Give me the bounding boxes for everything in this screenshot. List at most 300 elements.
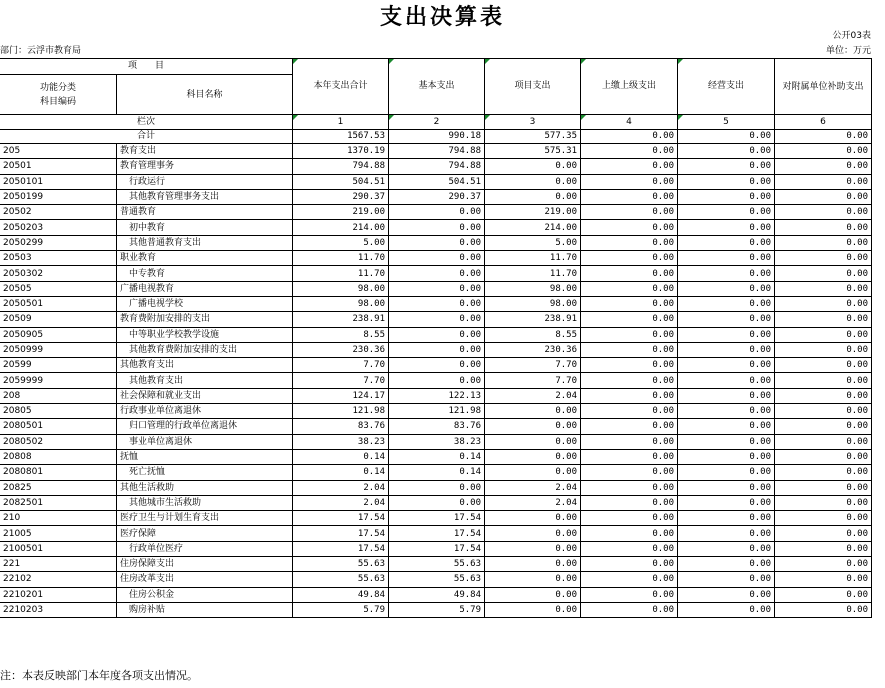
table-row (0, 296, 872, 311)
row-value: 0.00 (678, 327, 775, 342)
row-value: 0.00 (485, 572, 581, 587)
row-value: 0.00 (775, 388, 872, 403)
row-value: 0.00 (678, 159, 775, 174)
row-name: 抚恤 (117, 449, 293, 464)
row-value: 0.00 (485, 404, 581, 419)
row-value: 0.00 (678, 434, 775, 449)
row-value: 0.00 (775, 281, 872, 296)
header-basic: 基本支出 (389, 59, 485, 115)
row-value: 0.00 (775, 541, 872, 556)
row-value: 2.04 (485, 495, 581, 510)
row-value: 0.00 (775, 159, 872, 174)
row-value: 0.00 (389, 373, 485, 388)
row-code: 20509 (0, 312, 117, 327)
row-value: 11.70 (293, 251, 389, 266)
row-code: 2080502 (0, 434, 117, 449)
row-value: 0.00 (485, 602, 581, 617)
row-value: 0.00 (581, 388, 678, 403)
row-value: 0.14 (389, 449, 485, 464)
index-5: 5 (678, 115, 775, 130)
table-row (0, 526, 872, 541)
row-value: 230.36 (293, 342, 389, 357)
row-value: 0.00 (389, 296, 485, 311)
row-value: 0.00 (678, 205, 775, 220)
row-value: 238.91 (485, 312, 581, 327)
table-row (0, 358, 872, 373)
row-code: 221 (0, 557, 117, 572)
total-value: 0.00 (775, 130, 872, 144)
row-value: 0.00 (775, 296, 872, 311)
table-row (0, 434, 872, 449)
table-row (0, 572, 872, 587)
row-code: 2050299 (0, 235, 117, 250)
row-value: 0.00 (581, 251, 678, 266)
index-4: 4 (581, 115, 678, 130)
row-code: 20505 (0, 281, 117, 296)
row-code: 2100501 (0, 541, 117, 556)
row-value: 0.00 (775, 557, 872, 572)
table-row (0, 251, 872, 266)
row-value: 0.00 (581, 434, 678, 449)
row-value: 17.54 (389, 526, 485, 541)
row-code: 210 (0, 511, 117, 526)
row-code: 2080801 (0, 465, 117, 480)
total-label: 合计 (0, 130, 293, 144)
row-value: 0.00 (389, 495, 485, 510)
table-row (0, 404, 872, 419)
row-value: 0.00 (678, 373, 775, 388)
row-value: 0.00 (775, 342, 872, 357)
row-name: 住房改革支出 (117, 572, 293, 587)
row-name: 行政运行 (117, 174, 293, 189)
row-value: 0.00 (581, 511, 678, 526)
row-code: 208 (0, 388, 117, 403)
row-value: 0.00 (678, 587, 775, 602)
table-row (0, 480, 872, 495)
row-value: 0.00 (581, 312, 678, 327)
row-value: 0.00 (581, 495, 678, 510)
department-label: 部门：云浮市教育局 (0, 46, 82, 56)
table-row (0, 587, 872, 602)
table-row (0, 419, 872, 434)
row-value: 0.00 (581, 327, 678, 342)
row-value: 0.00 (678, 511, 775, 526)
row-value: 0.00 (775, 174, 872, 189)
header-project: 项目支出 (485, 59, 581, 115)
expenditure-table (0, 58, 872, 618)
row-value: 0.00 (775, 251, 872, 266)
row-value: 0.00 (678, 480, 775, 495)
table-row (0, 342, 872, 357)
row-value: 83.76 (389, 419, 485, 434)
row-name: 住房公积金 (117, 587, 293, 602)
row-value: 0.14 (293, 465, 389, 480)
row-value: 17.54 (389, 511, 485, 526)
row-value: 0.00 (389, 251, 485, 266)
row-value: 0.00 (485, 449, 581, 464)
row-value: 7.70 (485, 358, 581, 373)
row-value: 121.98 (389, 404, 485, 419)
row-value: 0.00 (485, 587, 581, 602)
table-row (0, 557, 872, 572)
row-value: 98.00 (485, 296, 581, 311)
row-value: 0.00 (678, 220, 775, 235)
row-value: 0.00 (678, 572, 775, 587)
row-code: 2080501 (0, 419, 117, 434)
row-name: 广播电视学校 (117, 296, 293, 311)
row-code: 2050302 (0, 266, 117, 281)
header-func-code (0, 75, 117, 115)
row-name: 其他教育支出 (117, 373, 293, 388)
row-value: 290.37 (389, 189, 485, 204)
table-row (0, 189, 872, 204)
header-func-code-text: 功能分类 科目编码 (39, 82, 76, 107)
row-value: 2.04 (293, 495, 389, 510)
row-value: 0.00 (678, 358, 775, 373)
row-value: 38.23 (389, 434, 485, 449)
row-value: 0.00 (389, 358, 485, 373)
row-value: 238.91 (293, 312, 389, 327)
row-value: 0.00 (678, 495, 775, 510)
row-value: 17.54 (293, 526, 389, 541)
index-label: 栏次 (0, 115, 293, 130)
row-name: 其他城市生活救助 (117, 495, 293, 510)
row-value: 0.00 (678, 281, 775, 296)
header-total: 本年支出合计 (293, 59, 389, 115)
row-value: 0.00 (581, 342, 678, 357)
row-value: 55.63 (389, 557, 485, 572)
row-value: 0.00 (485, 189, 581, 204)
row-code: 20501 (0, 159, 117, 174)
row-value: 575.31 (485, 144, 581, 159)
row-value: 0.00 (775, 205, 872, 220)
row-value: 214.00 (293, 220, 389, 235)
row-value: 0.00 (775, 266, 872, 281)
table-row (0, 465, 872, 480)
row-value: 2.04 (293, 480, 389, 495)
index-2: 2 (389, 115, 485, 130)
row-value: 0.00 (678, 526, 775, 541)
row-name: 教育支出 (117, 144, 293, 159)
row-value: 0.00 (581, 557, 678, 572)
row-value: 17.54 (293, 511, 389, 526)
row-value: 122.13 (389, 388, 485, 403)
row-name: 归口管理的行政单位离退休 (117, 419, 293, 434)
row-value: 0.00 (775, 235, 872, 250)
row-value: 0.00 (775, 220, 872, 235)
row-value: 98.00 (293, 296, 389, 311)
unit-label: 单位：万元 (825, 46, 871, 56)
row-value: 0.00 (775, 373, 872, 388)
row-value: 0.00 (775, 511, 872, 526)
total-value: 577.35 (485, 130, 581, 144)
row-value: 0.00 (389, 312, 485, 327)
row-name: 初中教育 (117, 220, 293, 235)
row-value: 83.76 (293, 419, 389, 434)
row-code: 2050999 (0, 342, 117, 357)
row-value: 0.00 (678, 419, 775, 434)
row-value: 49.84 (293, 587, 389, 602)
row-name: 中专教育 (117, 266, 293, 281)
row-value: 0.00 (678, 404, 775, 419)
row-value: 0.00 (775, 602, 872, 617)
table-row (0, 205, 872, 220)
row-value: 0.00 (678, 235, 775, 250)
row-name: 职业教育 (117, 251, 293, 266)
row-value: 0.00 (389, 342, 485, 357)
row-name: 医疗保障 (117, 526, 293, 541)
row-value: 0.00 (581, 144, 678, 159)
row-value: 0.00 (581, 449, 678, 464)
row-value: 0.00 (678, 189, 775, 204)
row-value: 11.70 (293, 266, 389, 281)
row-value: 5.00 (485, 235, 581, 250)
table-row (0, 266, 872, 281)
row-value: 0.00 (775, 144, 872, 159)
row-value: 0.00 (775, 495, 872, 510)
row-name: 购房补贴 (117, 602, 293, 617)
row-name: 教育管理事务 (117, 159, 293, 174)
row-value: 55.63 (389, 572, 485, 587)
row-name: 普通教育 (117, 205, 293, 220)
row-code: 22102 (0, 572, 117, 587)
index-6: 6 (775, 115, 872, 130)
row-value: 0.00 (581, 296, 678, 311)
row-value: 230.36 (485, 342, 581, 357)
header-business: 经营支出 (678, 59, 775, 115)
row-value: 794.88 (293, 159, 389, 174)
row-name: 中等职业学校教学设施 (117, 327, 293, 342)
row-value: 0.00 (775, 419, 872, 434)
index-3: 3 (485, 115, 581, 130)
row-value: 0.00 (485, 419, 581, 434)
row-value: 0.00 (389, 266, 485, 281)
row-name: 事业单位离退休 (117, 434, 293, 449)
row-value: 794.88 (389, 159, 485, 174)
total-value: 990.18 (389, 130, 485, 144)
table-row (0, 373, 872, 388)
row-value: 0.00 (485, 557, 581, 572)
row-code: 21005 (0, 526, 117, 541)
row-value: 7.70 (293, 373, 389, 388)
row-value: 0.00 (581, 281, 678, 296)
row-code: 2050501 (0, 296, 117, 311)
row-value: 124.17 (293, 388, 389, 403)
row-value: 0.00 (485, 174, 581, 189)
row-value: 0.00 (581, 159, 678, 174)
row-value: 5.79 (293, 602, 389, 617)
row-code: 20808 (0, 449, 117, 464)
row-value: 0.14 (389, 465, 485, 480)
form-code: 公开03表 (832, 31, 871, 41)
row-code: 2059999 (0, 373, 117, 388)
row-value: 219.00 (485, 205, 581, 220)
row-name: 医疗卫生与计划生育支出 (117, 511, 293, 526)
row-value: 5.00 (293, 235, 389, 250)
row-value: 11.70 (485, 266, 581, 281)
row-name: 其他生活救助 (117, 480, 293, 495)
row-value: 17.54 (389, 541, 485, 556)
row-value: 0.00 (581, 205, 678, 220)
row-value: 0.00 (678, 541, 775, 556)
table-row (0, 174, 872, 189)
row-code: 20503 (0, 251, 117, 266)
row-value: 0.00 (775, 572, 872, 587)
row-value: 98.00 (485, 281, 581, 296)
row-value: 0.00 (581, 266, 678, 281)
row-value: 0.00 (581, 572, 678, 587)
row-name: 社会保障和就业支出 (117, 388, 293, 403)
row-value: 0.00 (389, 220, 485, 235)
row-code: 2082501 (0, 495, 117, 510)
row-value: 0.00 (775, 434, 872, 449)
row-value: 0.00 (581, 373, 678, 388)
row-code: 2050199 (0, 189, 117, 204)
row-value: 2.04 (485, 480, 581, 495)
row-value: 0.00 (678, 144, 775, 159)
row-value: 49.84 (389, 587, 485, 602)
table-row (0, 144, 872, 159)
row-value: 0.00 (581, 465, 678, 480)
index-1: 1 (293, 115, 389, 130)
row-code: 20599 (0, 358, 117, 373)
row-value: 0.00 (485, 511, 581, 526)
row-value: 0.00 (581, 587, 678, 602)
row-value: 0.00 (775, 449, 872, 464)
row-value: 0.00 (775, 480, 872, 495)
row-name: 其他普通教育支出 (117, 235, 293, 250)
row-value: 8.55 (293, 327, 389, 342)
row-value: 1370.19 (293, 144, 389, 159)
row-value: 98.00 (293, 281, 389, 296)
row-value: 0.00 (389, 281, 485, 296)
row-value: 0.00 (581, 480, 678, 495)
row-value: 0.00 (678, 388, 775, 403)
row-value: 0.00 (678, 312, 775, 327)
row-value: 0.00 (485, 159, 581, 174)
row-value: 0.00 (775, 327, 872, 342)
row-value: 0.00 (389, 205, 485, 220)
table-row (0, 602, 872, 617)
row-value: 0.00 (581, 235, 678, 250)
row-value: 0.00 (581, 358, 678, 373)
row-value: 0.00 (678, 465, 775, 480)
total-value: 1567.53 (293, 130, 389, 144)
row-value: 0.00 (581, 419, 678, 434)
table-row (0, 281, 872, 296)
row-value: 121.98 (293, 404, 389, 419)
row-value: 0.00 (581, 404, 678, 419)
row-value: 0.00 (389, 235, 485, 250)
total-value: 0.00 (678, 130, 775, 144)
row-name: 广播电视教育 (117, 281, 293, 296)
header-subsidy: 对附属单位补助支出 (775, 59, 872, 115)
row-value: 0.00 (485, 434, 581, 449)
row-value: 0.00 (485, 465, 581, 480)
table-row (0, 235, 872, 250)
footnote: 注：本表反映部门本年度各项支出情况。 (0, 669, 198, 682)
table-row (0, 495, 872, 510)
row-value: 7.70 (485, 373, 581, 388)
row-value: 0.00 (581, 220, 678, 235)
row-value: 55.63 (293, 572, 389, 587)
header-subject-name: 科目名称 (117, 75, 293, 115)
row-value: 0.14 (293, 449, 389, 464)
row-code: 2210203 (0, 602, 117, 617)
row-code: 20805 (0, 404, 117, 419)
row-name: 其他教育管理事务支出 (117, 189, 293, 204)
row-value: 0.00 (678, 296, 775, 311)
row-name: 死亡抚恤 (117, 465, 293, 480)
row-code: 205 (0, 144, 117, 159)
row-code: 2050905 (0, 327, 117, 342)
row-value: 55.63 (293, 557, 389, 572)
row-value: 0.00 (581, 174, 678, 189)
row-value: 0.00 (775, 465, 872, 480)
row-value: 0.00 (775, 526, 872, 541)
row-value: 0.00 (485, 526, 581, 541)
row-name: 行政单位医疗 (117, 541, 293, 556)
table-row (0, 388, 872, 403)
row-value: 0.00 (581, 602, 678, 617)
page-title: 支出决算表 (379, 4, 505, 30)
row-value: 0.00 (775, 189, 872, 204)
row-name: 其他教育支出 (117, 358, 293, 373)
row-value: 5.79 (389, 602, 485, 617)
row-code: 20502 (0, 205, 117, 220)
row-value: 0.00 (581, 189, 678, 204)
row-value: 0.00 (678, 174, 775, 189)
row-code: 20825 (0, 480, 117, 495)
table-row (0, 220, 872, 235)
row-code: 2210201 (0, 587, 117, 602)
table-row (0, 511, 872, 526)
row-value: 0.00 (678, 251, 775, 266)
row-value: 0.00 (581, 541, 678, 556)
row-name: 行政事业单位离退休 (117, 404, 293, 419)
row-value: 0.00 (678, 342, 775, 357)
row-value: 0.00 (775, 358, 872, 373)
table-row (0, 541, 872, 556)
row-value: 38.23 (293, 434, 389, 449)
row-value: 0.00 (775, 404, 872, 419)
row-value: 0.00 (775, 312, 872, 327)
row-code: 2050203 (0, 220, 117, 235)
row-value: 17.54 (293, 541, 389, 556)
row-value: 7.70 (293, 358, 389, 373)
header-item: 项 目 (0, 59, 293, 75)
row-value: 0.00 (678, 266, 775, 281)
header-upper: 上缴上级支出 (581, 59, 678, 115)
row-value: 214.00 (485, 220, 581, 235)
row-value: 0.00 (485, 541, 581, 556)
row-name: 教育费附加安排的支出 (117, 312, 293, 327)
row-value: 2.04 (485, 388, 581, 403)
row-value: 0.00 (775, 587, 872, 602)
row-value: 0.00 (678, 557, 775, 572)
row-value: 11.70 (485, 251, 581, 266)
table-row (0, 327, 872, 342)
table-row (0, 312, 872, 327)
row-value: 8.55 (485, 327, 581, 342)
row-name: 住房保障支出 (117, 557, 293, 572)
row-value: 0.00 (678, 602, 775, 617)
row-value: 0.00 (581, 526, 678, 541)
row-value: 0.00 (389, 327, 485, 342)
row-name: 其他教育费附加安排的支出 (117, 342, 293, 357)
row-value: 504.51 (389, 174, 485, 189)
row-value: 794.88 (389, 144, 485, 159)
